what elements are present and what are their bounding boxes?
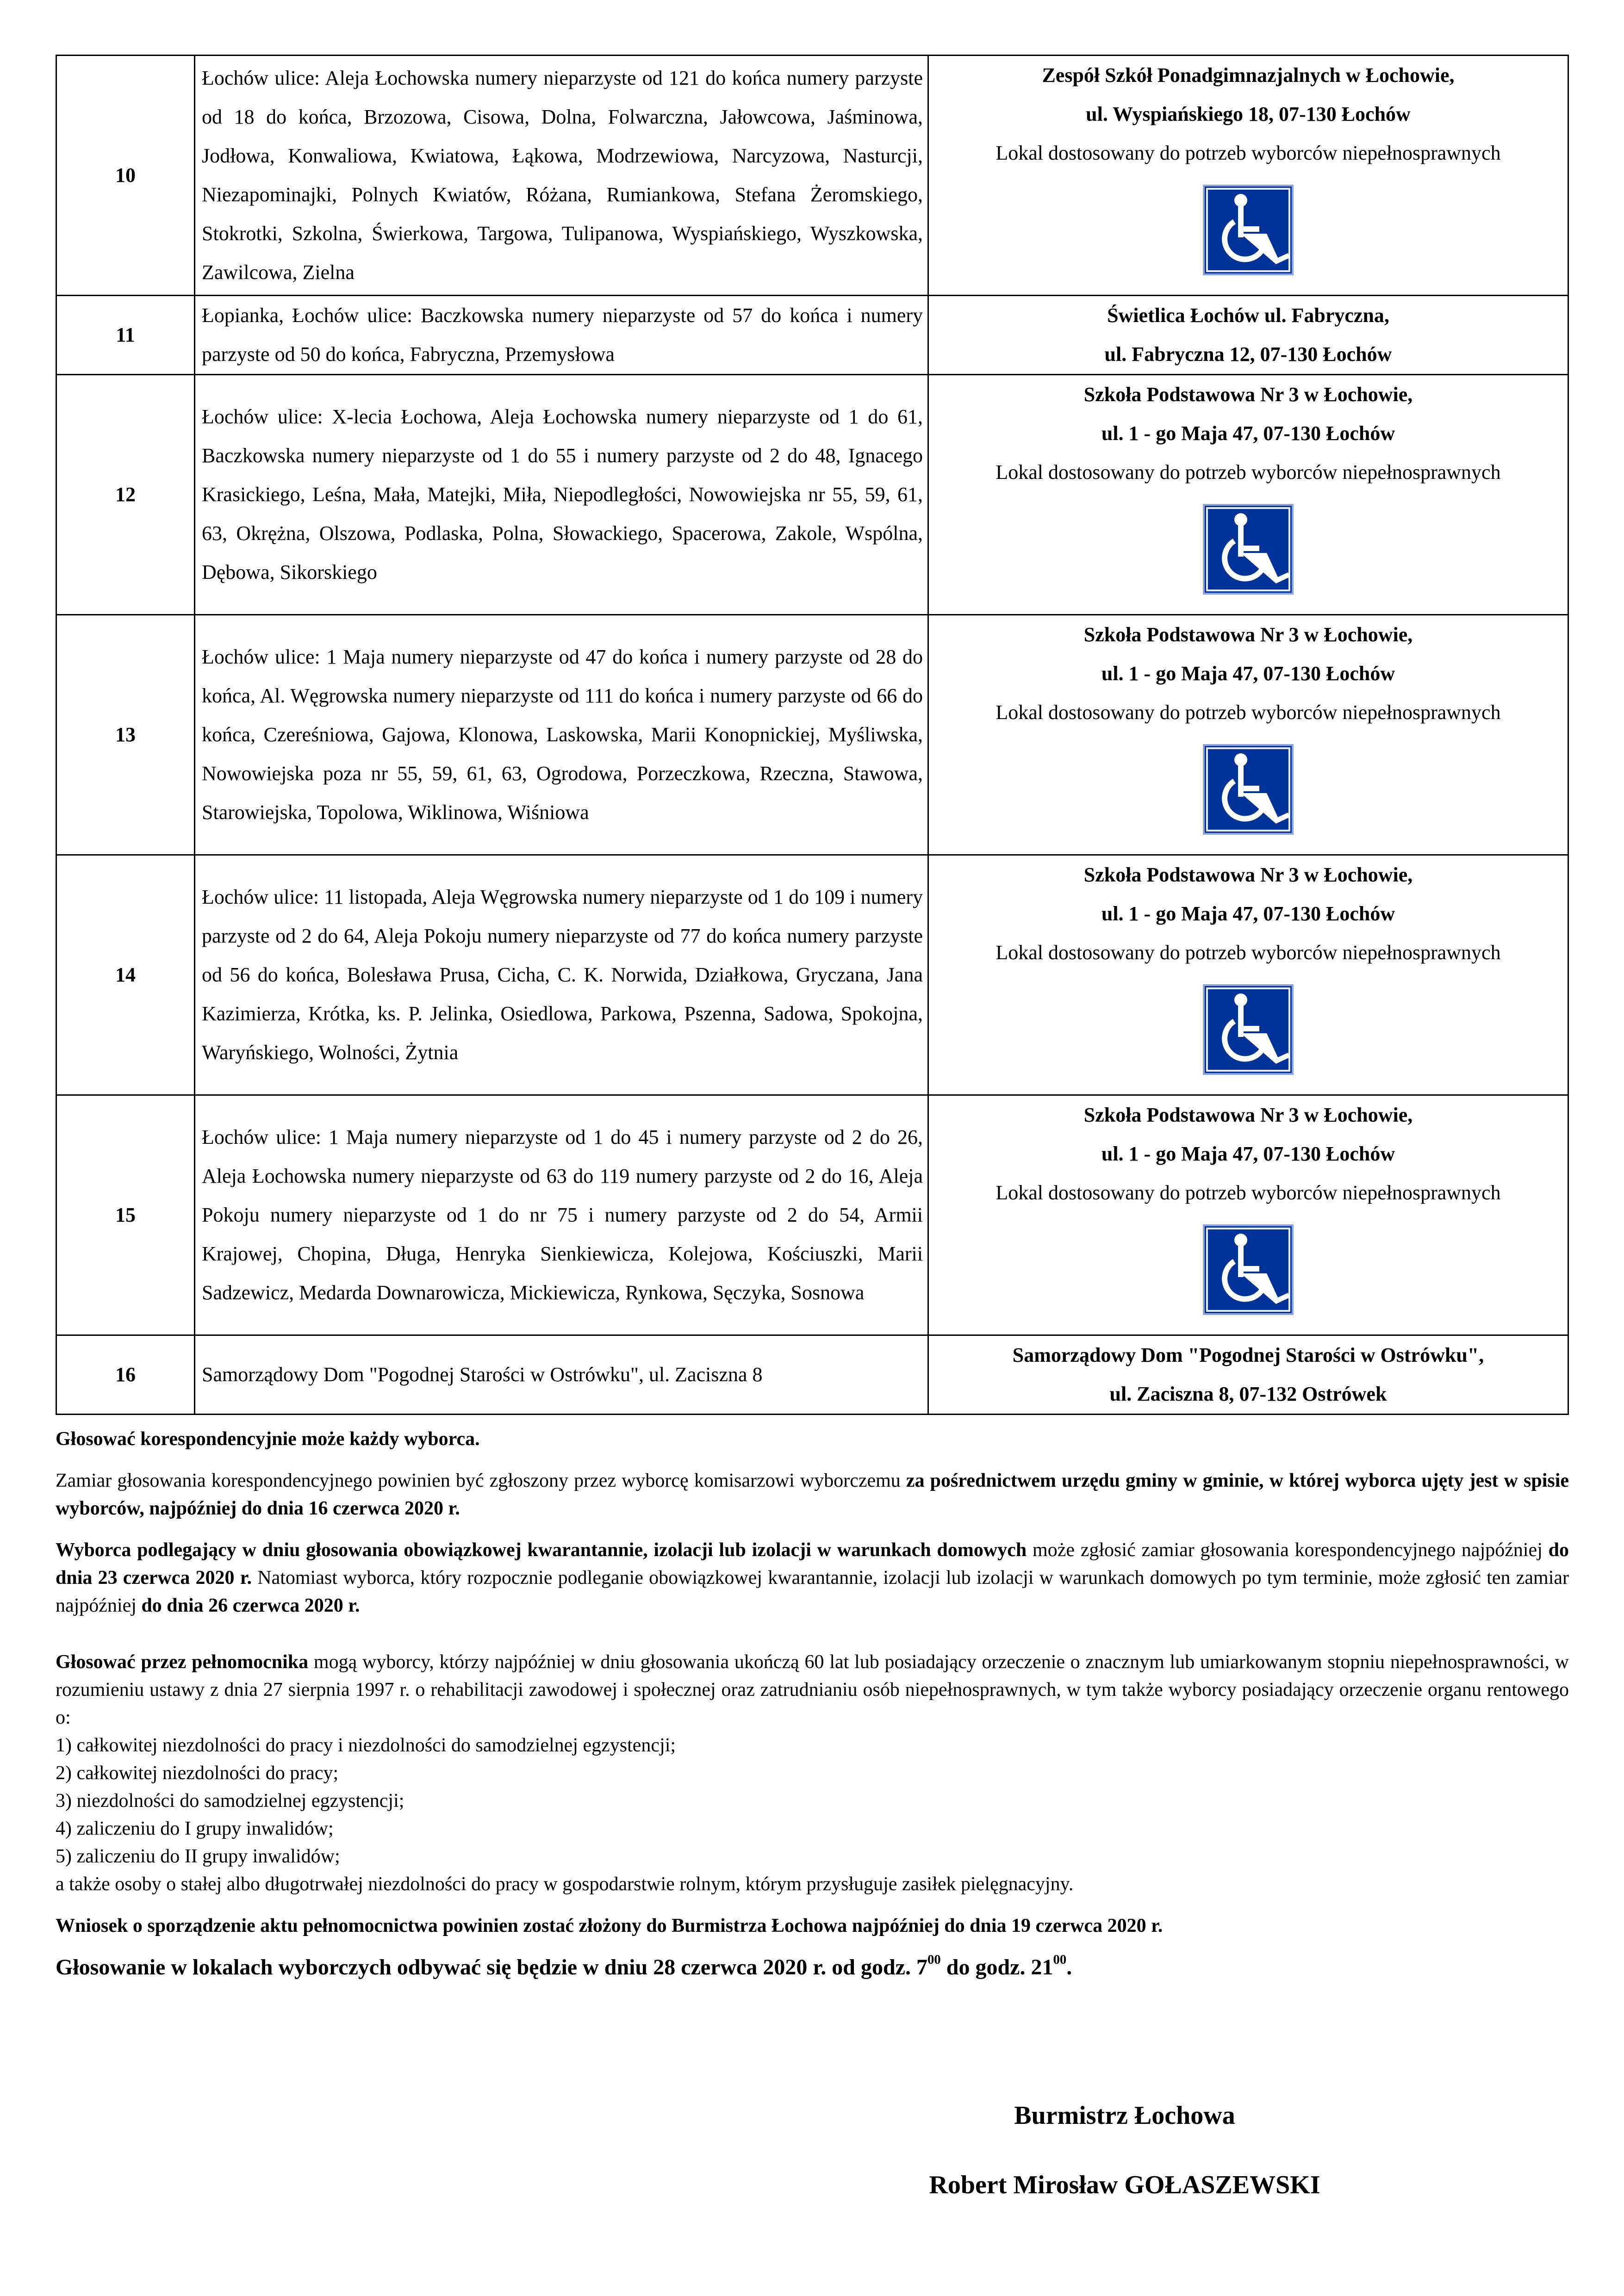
district-row-10 [56, 56, 1568, 296]
document-page [56, 55, 1569, 1981]
accessibility-note: Lokal dostosowany do potrzeb wyborców niepełnosprawnych [996, 461, 1501, 484]
polling-location [928, 1095, 1568, 1335]
wheelchair-icon [1202, 1223, 1294, 1316]
note-postal-voting: Głosować korespondencyjnie może każdy wyborca. [56, 1428, 480, 1450]
district-row-15 [56, 1095, 1568, 1335]
accessibility-note: Lokal dostosowany do potrzeb wyborców niepełnosprawnych [996, 1181, 1501, 1204]
district-number: 11 [56, 296, 195, 375]
wheelchair-sign [929, 972, 1568, 1094]
district-row-12 [56, 375, 1568, 615]
district-number: 12 [56, 375, 195, 615]
polling-location [928, 296, 1568, 375]
note-voting-hours: Głosowanie w lokalach wyborczych odbywać się będzie w dniu 28 czerwca 2020 r. od godz. $7^{00}$ do godz. $21^{00}$. [56, 1952, 1072, 1980]
notes-section [56, 1425, 1569, 1981]
accessibility-note: Lokal dostosowany do potrzeb wyborców niepełnosprawnych [996, 701, 1501, 724]
district-area: Łochów ulice: X-lecia Łochowa, Aleja Łochowska numery nieparzyste od 1 do 61, Baczkowska numery nieparzyste od 1 do 55 i numery parzyste od 2 do 48, Ignacego Krasickiego, Leśna, Mała, Matejki, Miła, Niepodległości, Nowowiejska nr 55, 59, 61, 63, Okrężna, Olszowa, Podlaska, Polna, Słowackiego, Spacerowa, Zakole, Wspólna, Dębowa, Sikorskiego [195, 375, 928, 615]
note-quarantine: Wyborca podlegający w dniu głosowania obowiązkowej kwarantannie, izolacji lub izolacji w warunkach domowych może zgłosić zamiar głosowania korespondencyjnego najpóźniej do dnia 23 czerwca 2020 r. Natomiast wyborca, który rozpocznie podleganie obowiązkowej kwarantannie, izolacji lub izolacji w warunkach domowych po tym terminie, może zgłosić ten zamiar najpóźniej do dnia 26 czerwca 2020 r. [56, 1539, 1569, 1616]
accessibility-note: Lokal dostosowany do potrzeb wyborców niepełnosprawnych [996, 142, 1501, 164]
list-item: a także osoby o stałej albo długotrwałej niezdolności do pracy w gospodarstwie rolnym, którym przysługuje zasiłek pielęgnacyjny. [56, 1874, 1074, 1895]
location-name: Samorządowy Dom "Pogodnej Starości w Ostrówku", [1012, 1344, 1484, 1366]
location-address: ul. 1 - go Maja 47, 07-130 Łochów [1101, 422, 1395, 445]
location-name: Szkoła Podstawowa Nr 3 w Łochowie, [1083, 1104, 1413, 1126]
district-area: Łochów ulice: Aleja Łochowska numery nieparzyste od 121 do końca numery parzyste od 18 do końca, Brzozowa, Cisowa, Dolna, Folwarczna, Jałowcowa, Jaśminowa, Jodłowa, Konwaliowa, Kwiatowa, Łąkowa, Modrzewiowa, Narcyzowa, Nasturcji, Niezapominajki, Polnych Kwiatów, Różana, Rumiankowa, Stefana Żeromskiego, Stokrotki, Szkolna, Świerkowa, Targowa, Tulipanowa, Wyspiańskiego, Wyszkowska, Zawilcowa, Zielna [195, 56, 928, 296]
district-area: Łopianka, Łochów ulice: Baczkowska numery nieparzyste od 57 do końca i numery parzyste od 50 do końca, Fabryczna, Przemysłowa [195, 296, 928, 375]
list-item: 2) całkowitej niezdolności do pracy; [56, 1762, 339, 1784]
polling-location [928, 855, 1568, 1095]
polling-location [928, 375, 1568, 615]
district-number: 14 [56, 855, 195, 1095]
wheelchair-sign [929, 1212, 1568, 1334]
signature-title: Burmistrz Łochowa [1014, 2101, 1235, 2130]
voting-districts-table [56, 55, 1569, 1415]
wheelchair-icon [1202, 503, 1294, 596]
polling-location [928, 615, 1568, 855]
list-item: 4) zaliczeniu do I grupy inwalidów; [56, 1818, 334, 1839]
district-area: Łochów ulice: 1 Maja numery nieparzyste od 1 do 45 i numery parzyste od 2 do 26, Aleja Łochowska numery nieparzyste od 63 do 119 numery parzyste od 2 do 16, Aleja Pokoju numery nieparzyste od 1 do nr 75 i numery parzyste od 2 do 54, Armii Krajowej, Chopina, Długa, Henryka Sienkiewicza, Kolejowa, Kościuszki, Marii Sadzewicz, Medarda Downarowicza, Mickiewicza, Rynkowa, Sęczyka, Sosnowa [195, 1095, 928, 1335]
location-name: Zespół Szkół Ponadgimnazjalnych w Łochowie, [1042, 64, 1455, 87]
wheelchair-icon [1202, 983, 1294, 1076]
location-address: ul. 1 - go Maja 47, 07-130 Łochów [1101, 902, 1395, 925]
list-item: 3) niezdolności do samodzielnej egzystencji; [56, 1790, 404, 1812]
district-area: Łochów ulice: 11 listopada, Aleja Węgrowska numery nieparzyste od 1 do 109 i numery parzyste od 2 do 64, Aleja Pokoju numery nieparzyste od 77 do końca numery parzyste od 56 do końca, Bolesława Prusa, Cicha, C. K. Norwida, Działkowa, Gryczana, Jana Kazimierza, Krótka, ks. P. Jelinka, Osiedlowa, Parkowa, Pszenna, Sadowa, Spokojna, Waryńskiego, Wolności, Żytnia [195, 855, 928, 1095]
wheelchair-sign [929, 173, 1568, 295]
list-item: 5) zaliczeniu do II grupy inwalidów; [56, 1846, 340, 1867]
district-area: Łochów ulice: 1 Maja numery nieparzyste od 47 do końca i numery parzyste od 28 do końca, Al. Węgrowska numery nieparzyste od 111 do końca i numery parzyste od 66 do końca, Czereśniowa, Gajowa, Klonowa, Laskowska, Marii Konopnickiej, Myśliwska, Nowowiejska poza nr 55, 59, 61, 63, Ogrodowa, Porzeczkowa, Rzeczna, Stawowa, Starowiejska, Topolowa, Wiklinowa, Wiśniowa [195, 615, 928, 855]
polling-location [928, 56, 1568, 296]
polling-location [928, 1335, 1568, 1415]
location-name: Szkoła Podstawowa Nr 3 w Łochowie, [1083, 383, 1413, 406]
district-number: 16 [56, 1335, 195, 1415]
proxy-criteria-list [56, 1731, 1569, 1898]
district-area: Samorządowy Dom "Pogodnej Starości w Ostrówku", ul. Zaciszna 8 [195, 1335, 928, 1415]
district-row-13 [56, 615, 1568, 855]
district-row-14 [56, 855, 1568, 1095]
note-proxy-voting: Głosować przez pełnomocnika mogą wyborcy, którzy najpóźniej w dniu głosowania ukończą 60 lat lub posiadający orzeczenie o znacznym lub umiarkowanym stopniu niepełnosprawności, w rozumieniu ustawy z dnia 27 sierpnia 1997 r. o rehabilitacji zawodowej i społecznej oraz zatrudnianiu osób niepełnosprawnych, w tym także wyborcy posiadający orzeczenie organu rentowego o: 1) całkowitej niezdolności do pracy i niezdolności do samodzielnej egzystencji; 2) całkowitej niezdolności do pracy; 3) niezdolności do samodzielnej egzystencji; 4) zaliczeniu do I grupy inwalidów; 5) zaliczeniu do II grupy inwalidów; a także osoby o stałej albo długotrwałej niezdolności do pracy w gospodarstwie rolnym, którym przysługuje zasiłek pielęgnacyjny. [56, 1648, 1569, 1898]
wheelchair-icon [1202, 184, 1294, 276]
district-number: 13 [56, 615, 195, 855]
list-item: 1) całkowitej niezdolności do pracy i niezdolności do samodzielnej egzystencji; [56, 1735, 676, 1756]
district-number: 15 [56, 1095, 195, 1335]
location-address: ul. 1 - go Maja 47, 07-130 Łochów [1101, 1142, 1395, 1165]
location-name: Szkoła Podstawowa Nr 3 w Łochowie, [1083, 863, 1413, 886]
wheelchair-sign [929, 492, 1568, 614]
district-number: 10 [56, 56, 195, 296]
location-address: ul. Wyspiańskiego 18, 07-130 Łochów [1086, 103, 1411, 125]
signature-name: Robert Mirosław GOŁASZEWSKI [929, 2171, 1320, 2199]
note-proxy-deadline: Wniosek o sporządzenie aktu pełnomocnictwa powinien zostać złożony do Burmistrza Łochowa najpóźniej do dnia 19 czerwca 2020 r. [56, 1915, 1163, 1936]
wheelchair-sign [929, 732, 1568, 854]
district-row-11 [56, 296, 1568, 375]
wheelchair-icon [1202, 743, 1294, 836]
location-address: ul. Fabryczna 12, 07-130 Łochów [1104, 343, 1392, 366]
location-address: ul. Zaciszna 8, 07-132 Ostrówek [1109, 1383, 1387, 1405]
location-address: ul. 1 - go Maja 47, 07-130 Łochów [1101, 662, 1395, 685]
accessibility-note: Lokal dostosowany do potrzeb wyborców niepełnosprawnych [996, 941, 1501, 964]
district-row-16 [56, 1335, 1568, 1415]
note-postal-deadline: Zamiar głosowania korespondencyjnego powinien być zgłoszony przez wyborcę komisarzowi wyborczemu za pośrednictwem urzędu gminy w gminie, w której wyborca ujęty jest w spisie wyborców, najpóźniej do dnia 16 czerwca 2020 r. [56, 1470, 1569, 1519]
location-name: Świetlica Łochów ul. Fabryczna, [1107, 304, 1389, 327]
location-name: Szkoła Podstawowa Nr 3 w Łochowie, [1083, 623, 1413, 646]
